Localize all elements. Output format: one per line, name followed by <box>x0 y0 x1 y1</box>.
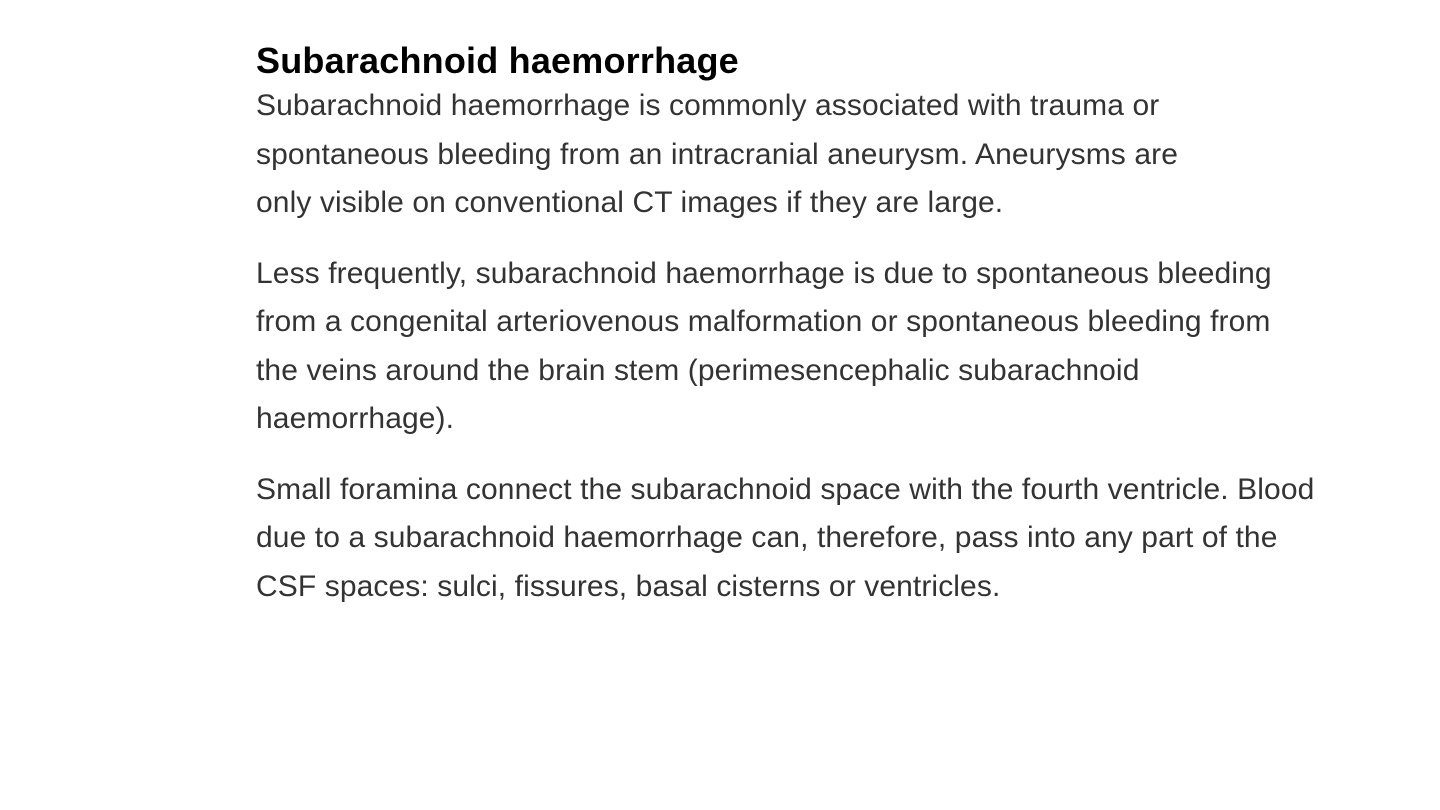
paragraph-avm: Less frequently, subarachnoid haemorrhage is due to spontaneous bleeding from a congenital arteriovenous malformation or spontaneous bleeding from the veins around the brain stem (perimesencephalic subarachnoid haemorrhage). <box>256 256 1272 435</box>
article-section <box>256 38 1316 611</box>
paragraph-foramina: Small foramina connect the subarachnoid space with the fourth ventricle. Blood due to a subarachnoid haemorrhage can, therefore, pass into any part of the CSF spaces: sulci, fissures, basal cisterns or ventricles. <box>256 472 1315 603</box>
section-heading: Subarachnoid haemorrhage <box>256 40 739 81</box>
paragraph-aneurysm: Subarachnoid haemorrhage is commonly associated with trauma or spontaneous bleeding from an intracranial aneurysm. Aneurysms are only visible on conventional CT images if they are large. <box>256 89 1178 219</box>
